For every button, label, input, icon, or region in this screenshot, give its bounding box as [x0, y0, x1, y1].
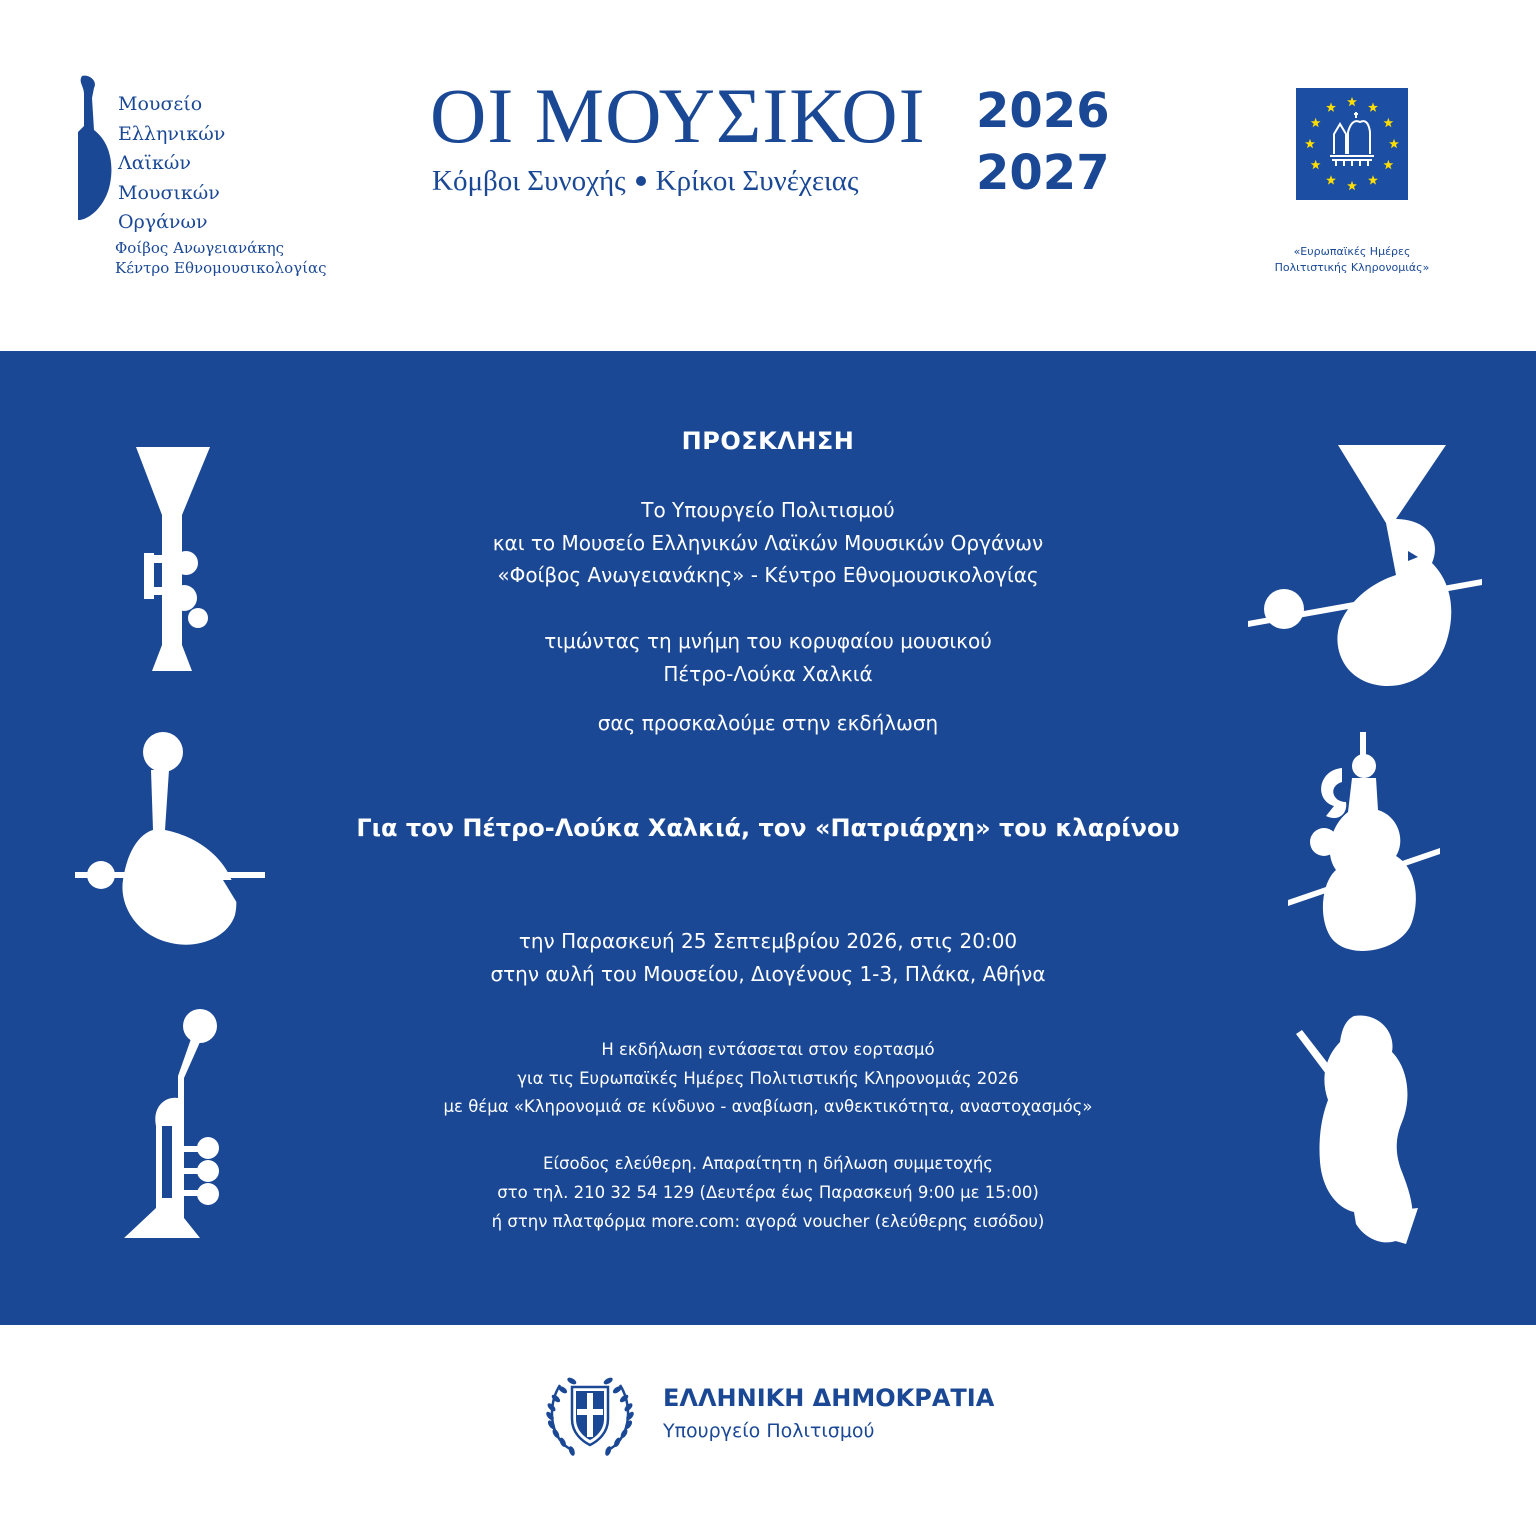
bouzouki-icon: [70, 72, 120, 222]
laurel-leaf-icon: [625, 1410, 635, 1421]
museum-name-line: Ελληνικών: [118, 122, 226, 145]
european-heritage-days-icon: [1296, 88, 1408, 200]
laurel-leaf-icon: [603, 1376, 614, 1386]
eu-caption-line: Πολιτιστικής Κληρονομιάς»: [1274, 261, 1430, 274]
context-text: [318, 1036, 1218, 1122]
location-line: στην αυλή του Μουσείου, Διογένους 1-3, Πλάκα, Αθήνα: [490, 962, 1046, 986]
greek-coat-of-arms-icon: [544, 1367, 636, 1459]
eu-caption: [1252, 244, 1452, 276]
ministry-label: Υπουργείο Πολιτισμού: [663, 1420, 875, 1442]
museum-sub-line: Κέντρο Εθνομουσικολογίας: [115, 259, 327, 277]
laurel-leaf-icon: [566, 1376, 577, 1386]
entry-text: [318, 1149, 1218, 1236]
museum-logo: [70, 72, 350, 282]
main-title: ΟΙ ΜΟΥΣΙΚΟΙ: [430, 72, 926, 159]
honor-line: τιμώντας τη μνήμη του κορυφαίου μουσικού: [544, 629, 992, 653]
bagpipe-icon: [1292, 1012, 1422, 1244]
museum-sub-line: Φοίβος Ανωγειανάκης: [115, 239, 285, 257]
entry-line: Είσοδος ελεύθερη. Απαραίτητη η δήλωση συμμετοχής: [543, 1154, 993, 1173]
museum-name-line: Μουσικών: [118, 181, 220, 204]
title-block: [430, 72, 1120, 206]
subtitle-right: Κρίκοι Συνέχειας: [655, 165, 859, 197]
horned-lute-icon: [1246, 443, 1484, 689]
year-end: 2027: [976, 145, 1110, 201]
subtitle-left: Κόμβοι Συνοχής: [432, 165, 626, 197]
years: [976, 80, 1110, 204]
entry-line: ή στην πλατφόρμα more.com: αγορά voucher (ελεύθερης εισόδου): [491, 1212, 1045, 1231]
event-title: Για τον Πέτρο-Λούκα Χαλκιά, τον «Πατριάρχη» του κλαρίνου: [356, 814, 1180, 842]
intro-line: «Φοίβος Ανωγειανάκης» - Κέντρο Εθνομουσικολογίας: [497, 563, 1039, 587]
intro-line: Το Υπουργείο Πολιτισμού: [641, 498, 895, 522]
museum-subtitle: [115, 238, 326, 278]
invitation-heading: ΠΡΟΣΚΛΗΣΗ: [681, 427, 855, 455]
bullet-dot-icon: [636, 176, 646, 186]
entry-line: στο τηλ. 210 32 54 129 (Δευτέρα έως Παρασκευή 9:00 με 15:00): [497, 1183, 1039, 1202]
honor-line: Πέτρο-Λούκα Χαλκιά: [663, 661, 873, 686]
invite-line: σας προσκαλούμε στην εκδήλωση: [597, 711, 939, 735]
context-line: για τις Ευρωπαϊκές Ημέρες Πολιτιστικής Κληρονομιάς 2026: [517, 1068, 1019, 1088]
year-start: 2026: [976, 83, 1110, 139]
bouzouki-icon: [75, 730, 265, 950]
context-line: Η εκδήλωση εντάσσεται στον εορτασμό: [601, 1040, 935, 1059]
datetime-text: [368, 925, 1168, 991]
honor-text: [368, 625, 1168, 690]
header: [0, 0, 1536, 351]
museum-name-line: Οργάνων: [118, 211, 208, 233]
subtitle: [432, 164, 858, 198]
eu-caption-line: «Ευρωπαϊκές Ημέρες: [1293, 245, 1411, 258]
violin-icon: [1286, 730, 1442, 960]
intro-line: και το Μουσείο Ελληνικών Λαϊκών Μουσικών Οργάνων: [492, 530, 1044, 555]
museum-name: [118, 90, 225, 238]
intro-text: [368, 494, 1168, 592]
museum-name-line: Λαϊκών: [118, 152, 191, 174]
museum-name-line: Μουσείο: [118, 93, 203, 115]
context-line: με θέμα «Κληρονομιά σε κίνδυνο - αναβίωση, ανθεκτικότητα, αναστοχασμός»: [443, 1097, 1093, 1116]
clarinet-icon: [118, 445, 218, 675]
laurel-leaf-icon: [545, 1410, 555, 1421]
trumpet-icon: [122, 1008, 224, 1240]
republic-label: ΕΛΛΗΝΙΚΗ ΔΗΜΟΚΡΑΤΙΑ: [663, 1384, 995, 1412]
datetime-line: την Παρασκευή 25 Σεπτεμβρίου 2026, στις 20:00: [518, 929, 1018, 953]
